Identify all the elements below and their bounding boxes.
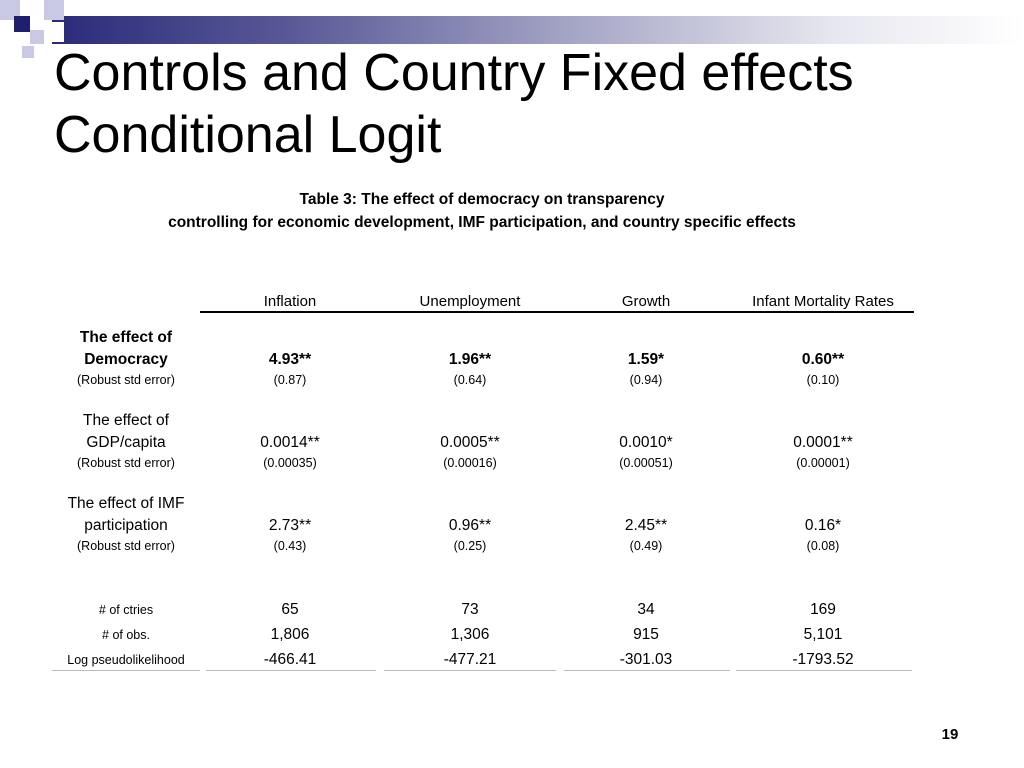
row-label-democracy-line-1: The effect of bbox=[79, 329, 173, 346]
democracy-infant-mortality-se: (0.10) bbox=[806, 373, 840, 387]
decor-square bbox=[14, 16, 30, 32]
row-label-robust-se: (Robust std error) bbox=[77, 373, 175, 387]
row-label-loglik: Log pseudolikelihood bbox=[67, 653, 185, 667]
row-label-gdp-line-2: GDP/capita bbox=[86, 434, 166, 451]
democracy-inflation: 4.93** bbox=[268, 351, 312, 368]
imf-inflation-se: (0.43) bbox=[273, 539, 307, 553]
row-label-imf-line-1: The effect of IMF bbox=[67, 495, 185, 512]
imf-infant-mortality: 0.16* bbox=[804, 517, 842, 534]
decor-square bbox=[44, 22, 64, 42]
obs-infant-mortality: 5,101 bbox=[803, 626, 843, 643]
loglik-inflation: -466.41 bbox=[263, 651, 317, 668]
bottom-rule bbox=[564, 670, 730, 671]
row-label-robust-se: (Robust std error) bbox=[77, 456, 175, 470]
bottom-rule bbox=[206, 670, 376, 671]
imf-growth-se: (0.49) bbox=[629, 539, 663, 553]
gdp-unemployment: 0.0005** bbox=[440, 434, 500, 451]
column-header-unemployment: Unemployment bbox=[419, 293, 521, 310]
row-label-robust-se: (Robust std error) bbox=[77, 539, 175, 553]
gdp-growth: 0.0010* bbox=[619, 434, 673, 451]
imf-growth: 2.45** bbox=[624, 517, 668, 534]
loglik-unemployment: -477.21 bbox=[443, 651, 497, 668]
imf-infant-mortality-se: (0.08) bbox=[806, 539, 840, 553]
column-header-inflation: Inflation bbox=[263, 293, 317, 310]
slide-title bbox=[54, 42, 854, 166]
ctries-unemployment: 73 bbox=[461, 601, 479, 618]
column-header-growth: Growth bbox=[621, 293, 671, 310]
slide-title-line-2: Conditional Logit bbox=[54, 106, 442, 164]
gdp-unemployment-se: (0.00016) bbox=[443, 456, 497, 470]
gdp-growth-se: (0.00051) bbox=[619, 456, 673, 470]
democracy-unemployment-se: (0.64) bbox=[453, 373, 487, 387]
row-label-gdp bbox=[50, 410, 202, 454]
row-label-imf-line-2: participation bbox=[84, 517, 168, 534]
table-caption-line-1: Table 3: The effect of democracy on transparency bbox=[299, 191, 665, 208]
ctries-infant-mortality: 169 bbox=[810, 601, 836, 618]
imf-inflation: 2.73** bbox=[268, 517, 312, 534]
obs-unemployment: 1,306 bbox=[450, 626, 490, 643]
column-header-infant-mortality: Infant Mortality Rates bbox=[752, 293, 894, 310]
loglik-growth: -301.03 bbox=[619, 651, 673, 668]
slide-title-line-1: Controls and Country Fixed effects bbox=[54, 44, 854, 102]
gdp-infant-mortality: 0.0001** bbox=[793, 434, 853, 451]
obs-inflation: 1,806 bbox=[270, 626, 310, 643]
democracy-growth: 1.59* bbox=[627, 351, 665, 368]
decor-square bbox=[44, 0, 64, 20]
page-number: 19 bbox=[941, 726, 959, 743]
imf-unemployment: 0.96** bbox=[448, 517, 492, 534]
gdp-inflation: 0.0014** bbox=[260, 434, 320, 451]
ctries-inflation: 65 bbox=[281, 601, 299, 618]
bottom-rule bbox=[736, 670, 912, 671]
row-label-gdp-line-1: The effect of bbox=[83, 412, 169, 429]
decor-square bbox=[30, 30, 44, 44]
ctries-growth: 34 bbox=[637, 601, 655, 618]
header-gradient-bar bbox=[52, 16, 1024, 44]
loglik-infant-mortality: -1793.52 bbox=[792, 651, 854, 668]
gdp-inflation-se: (0.00035) bbox=[263, 456, 317, 470]
bottom-rule bbox=[384, 670, 556, 671]
bottom-rule bbox=[52, 670, 200, 671]
democracy-growth-se: (0.94) bbox=[629, 373, 663, 387]
decor-square bbox=[22, 46, 34, 58]
imf-unemployment-se: (0.25) bbox=[453, 539, 487, 553]
obs-growth: 915 bbox=[633, 626, 659, 643]
row-label-democracy-line-2: Democracy bbox=[84, 351, 168, 368]
democracy-unemployment: 1.96** bbox=[448, 351, 492, 368]
row-label-imf bbox=[50, 493, 202, 537]
gdp-infant-mortality-se: (0.00001) bbox=[796, 456, 850, 470]
table-caption bbox=[0, 188, 964, 234]
row-label-obs: # of obs. bbox=[102, 628, 150, 642]
header-rule bbox=[200, 311, 914, 313]
row-label-ctries: # of ctries bbox=[98, 603, 154, 617]
democracy-inflation-se: (0.87) bbox=[273, 373, 307, 387]
democracy-infant-mortality: 0.60** bbox=[801, 351, 845, 368]
table-caption-line-2: controlling for economic development, IMF participation, and country specific effects bbox=[168, 214, 796, 231]
row-label-democracy bbox=[50, 327, 202, 371]
